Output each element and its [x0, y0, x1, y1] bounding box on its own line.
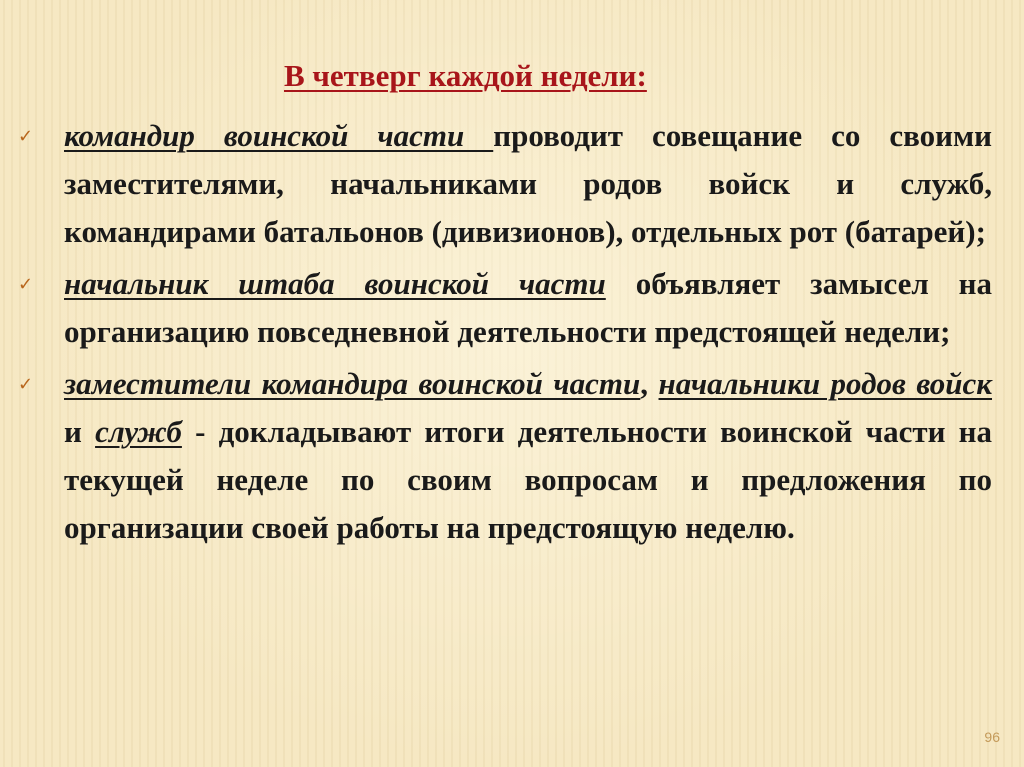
bullet-item-chief-of-staff	[18, 260, 993, 356]
bullet-item-commander	[18, 112, 992, 256]
bullet-emphasis: заместители командира воинской части	[64, 366, 641, 401]
page-number: 96	[984, 729, 1000, 745]
check-icon: ✓	[18, 126, 34, 147]
check-icon: ✓	[18, 274, 34, 295]
check-icon: ✓	[18, 374, 34, 395]
bullet-emphasis: начальник штаба воинской части	[64, 266, 606, 301]
bullet-text: проводит совещание со своими заместителями, начальниками родов войск и служб, командирами батальонов (дивизионов), отдельных рот (батарей);	[64, 118, 992, 249]
bullet-text: ,	[640, 366, 659, 401]
bullet-emphasis: начальники родов войск	[658, 366, 993, 401]
bullet-emphasis: служб	[95, 414, 182, 449]
bullet-item-deputies	[18, 360, 993, 552]
bullet-emphasis: командир воинской части	[64, 118, 494, 153]
bullet-text: объявляет замысел на организацию повседневной деятельности предстоящей недели;	[64, 266, 993, 349]
slide-heading: В четверг каждой недели:	[284, 58, 647, 93]
bullet-list	[18, 112, 993, 556]
bullet-text: и	[64, 414, 96, 449]
bullet-text: - докладывают итоги деятельности воинской части на текущей неделе по своим вопросам и предложения по организации своей работы на предстоящую неделю.	[64, 414, 992, 545]
